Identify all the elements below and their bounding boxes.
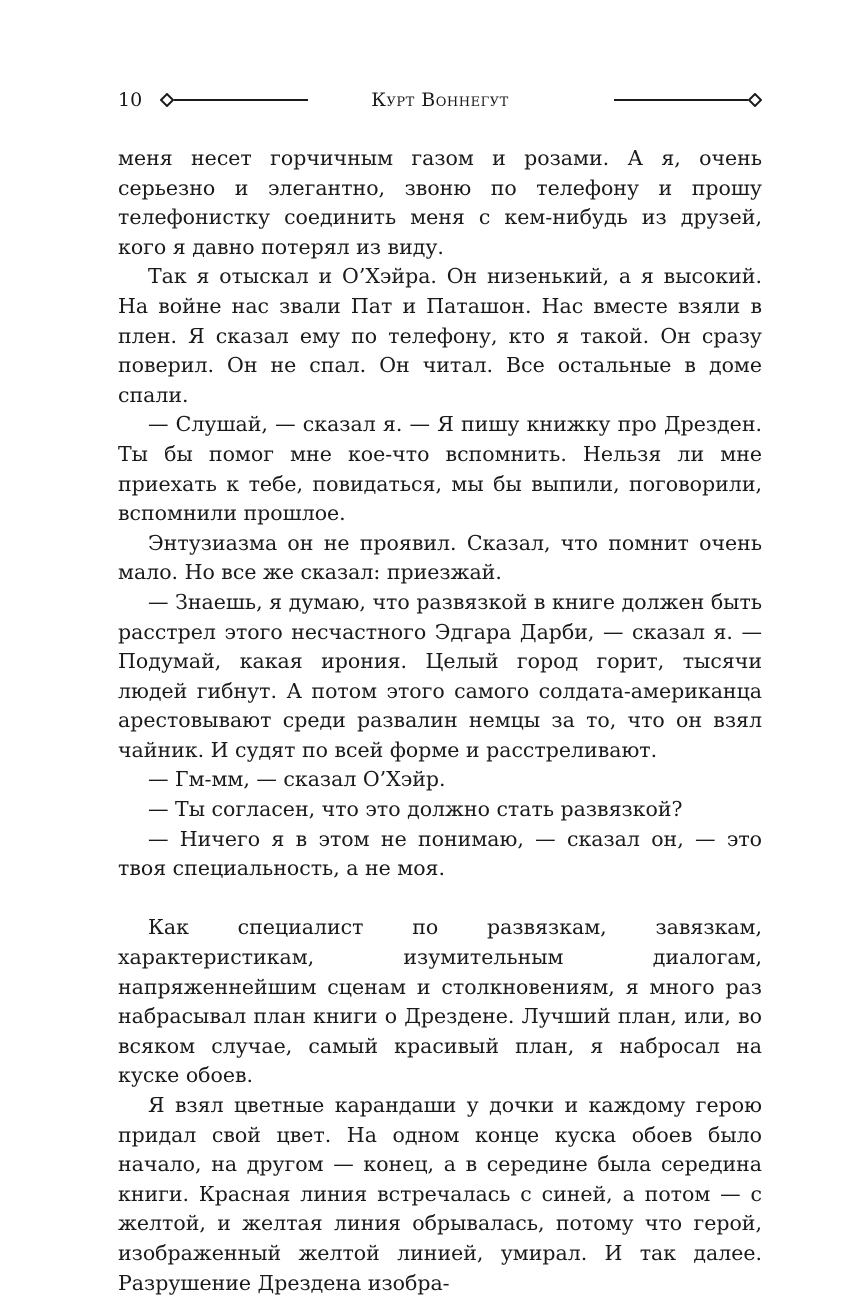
paragraph-1: меня несет горчичным газом и розами. А я, очень серьезно и элегантно, звоню по телефону и прошу телефонистку соединить меня с кем-нибудь из друзей, кого я давно потерял из виду. xyxy=(118,146,762,259)
body-text xyxy=(118,144,762,1298)
page-header xyxy=(118,86,762,114)
paragraph-9: Как специалист по развязкам, завязкам, характеристикам, изумительным диалогам, напряженнейшим сценам и столкновениям, я много раз набрасывал план книги о Дрездене. Лучший план, или, во всяком случае, самый красивый план, я набросал на куске обоев. xyxy=(118,915,762,1088)
page-number: 10 xyxy=(118,89,143,111)
paragraph-2: Так я отыскал и О’Хэйра. Он низенький, а я высокий. На войне нас звали Пат и Паташон. Нас вместе взяли в плен. Я сказал ему по телефону, кто я такой. Он сразу поверил. Он не спал. Он читал. Все остальные в доме спали. xyxy=(118,264,762,407)
paragraph-8: — Ничего я в этом не понимаю, — сказал он, — это твоя специальность, а не моя. xyxy=(118,826,762,881)
paragraph-3: — Слушай, — сказал я. — Я пишу книжку про Дрезден. Ты бы помог мне кое-что вспомнить. Нельзя ли мне приехать к тебе, повидаться, мы бы выпили, поговорили, вспомнили прошлое. xyxy=(118,412,762,526)
paragraph-4: Энтузиазма он не проявил. Сказал, что помнит очень мало. Но все же сказал: приезжай. xyxy=(118,530,762,585)
paragraph-6: — Гм-мм, — сказал О’Хэйр. xyxy=(148,767,446,792)
running-title: Курт Воннегут xyxy=(371,89,509,111)
paragraph-10: Я взял цветные карандаши у дочки и каждому герою придал свой цвет. На одном конце куска обоев было начало, на другом — конец, а в середине была середина книги. Красная линия встречалась с синей, а потом — с желтой, и желтая линия обрывалась, потому что герой, изображенный желтой линией, умирал. И так далее. Разрушение Дрездена изобра- xyxy=(118,1093,762,1295)
paragraph-7: — Ты согласен, что это должно стать развязкой? xyxy=(148,797,683,822)
right-ornament-line-icon xyxy=(612,93,762,107)
paragraph-5: — Знаешь, я думаю, что развязкой в книге должен быть расстрел этого несчастного Эдгара Дарби, — сказал я. — Подумай, какая ирония. Целый город горит, тысячи людей гибнут. А потом этого самого солдата-американца арестовывают среди развалин немцы за то, что он взял чайник. И судят по всей форме и расстреливают. xyxy=(118,589,762,762)
